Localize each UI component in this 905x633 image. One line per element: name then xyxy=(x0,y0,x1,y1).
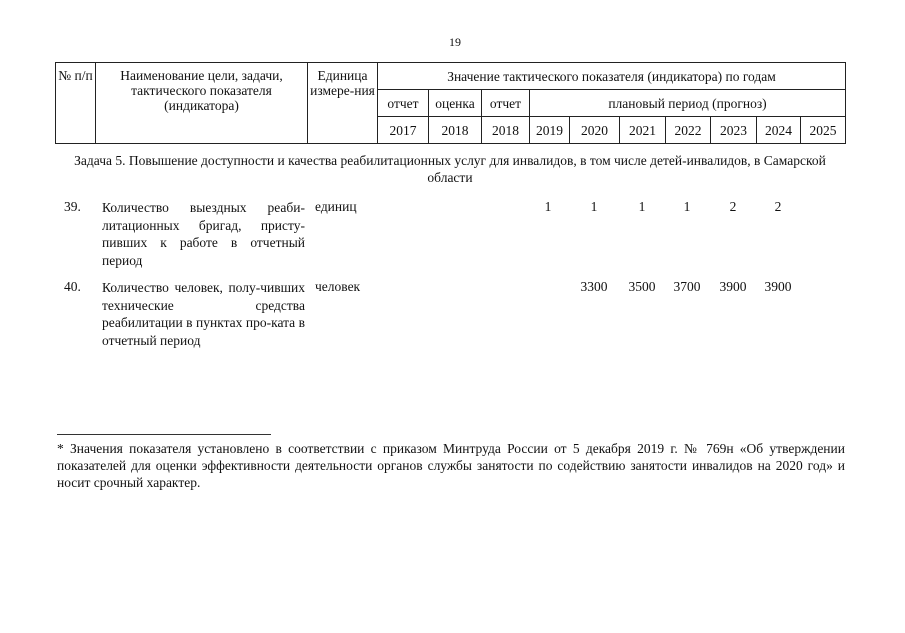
page-number: 19 xyxy=(449,35,461,49)
header-year: 2024 xyxy=(757,117,801,144)
row-value: 3500 xyxy=(628,279,656,294)
footnote-divider xyxy=(57,434,271,435)
header-year: 2017 xyxy=(378,117,429,144)
row-number: 40. xyxy=(64,279,81,294)
row-value: 1 xyxy=(590,199,598,214)
header-year: 2019 xyxy=(530,117,570,144)
header-num: № п/п xyxy=(56,63,96,144)
header-year: 2025 xyxy=(801,117,846,144)
row-value: 3900 xyxy=(719,279,747,294)
header-year: 2022 xyxy=(666,117,711,144)
header-year: 2018 xyxy=(482,117,530,144)
row-value: 3300 xyxy=(580,279,608,294)
footnote: * Значения показателя установлено в соответствии с приказом Минтруда России от 5 декабря 2019 г. № 769н «Об утверждении показателей для оценки эффективности деятельности органов службы занятости по содействию занятости инвалидов на 2020 год» и носит срочный характер. xyxy=(57,441,845,490)
header-values-title: Значение тактического показателя (индикатора) по годам xyxy=(378,63,846,90)
row-value: 2 xyxy=(729,199,737,214)
header-year: 2023 xyxy=(711,117,757,144)
header-report: отчет xyxy=(482,90,530,117)
row-unit: человек xyxy=(315,279,361,294)
header-report: отчет xyxy=(378,90,429,117)
row-unit: единиц xyxy=(315,199,357,214)
header-unit: Единица измере-ния xyxy=(308,63,378,144)
row-value: 1 xyxy=(544,199,552,214)
row-value: 1 xyxy=(683,199,691,214)
header-plan: плановый период (прогноз) xyxy=(530,90,846,117)
row-value: 3700 xyxy=(673,279,701,294)
row-value: 2 xyxy=(774,199,782,214)
task-heading: Задача 5. Повышение доступности и качества реабилитационных услуг для инвалидов, в том числе детей-инвалидов, в Самарской области xyxy=(74,153,826,185)
row-value: 1 xyxy=(638,199,646,214)
header-year: 2021 xyxy=(620,117,666,144)
row-name: Количество выездных реаби-литационных бригад, присту-пивших к работе в отчетный период xyxy=(102,200,305,268)
header-year: 2018 xyxy=(429,117,482,144)
row-number: 39. xyxy=(64,199,81,214)
header-estimate: оценка xyxy=(429,90,482,117)
row-value: 3900 xyxy=(764,279,792,294)
row-name: Количество человек, полу-чивших технические средства реабилитации в пунктах про-ката в отчетный период xyxy=(102,280,305,348)
header-name: Наименование цели, задачи, тактического показателя (индикатора) xyxy=(96,63,308,144)
indicator-table-header xyxy=(55,62,846,144)
header-year: 2020 xyxy=(570,117,620,144)
